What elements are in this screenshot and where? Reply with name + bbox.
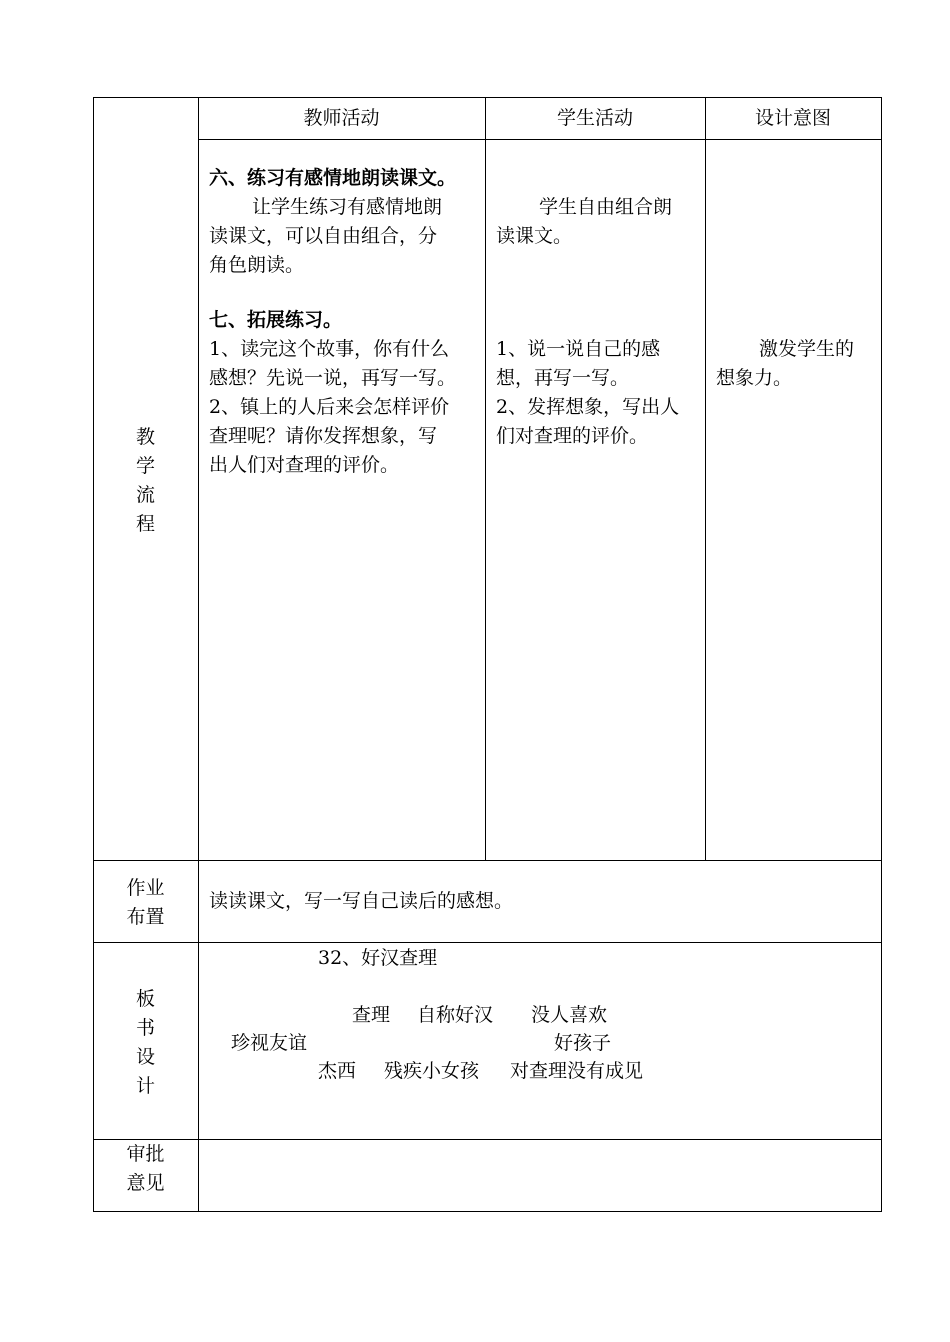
intent-text: 激发学生的 想象力。 xyxy=(716,338,855,389)
table-top-border xyxy=(93,97,882,98)
student-block-1: 学生自由组合朗 读课文。 xyxy=(496,196,673,247)
section6-body: 让学生练习有感情地朗 读课文，可以自由组合，分 角色朗读。 xyxy=(209,196,443,276)
teacher-student-divider xyxy=(485,97,486,861)
label-board-design: 板 书 设 计 xyxy=(135,988,155,1097)
table-bottom-border xyxy=(93,1211,882,1212)
label-homework: 作业 布置 xyxy=(126,877,165,928)
board-title: 32、好汉查理 xyxy=(318,947,438,969)
board-row-bottom-border xyxy=(93,1139,882,1140)
student-intent-divider xyxy=(705,97,706,861)
table-right-border xyxy=(881,97,882,1212)
label-approval: 审批 意见 xyxy=(126,1143,165,1194)
label-teaching-process: 教 学 流 程 xyxy=(135,426,155,535)
board-row2-good-child: 好孩子 xyxy=(554,1032,612,1054)
homework-text: 读读课文，写一写自己读后的感想。 xyxy=(209,890,514,912)
board-row3-jessie: 杰西 xyxy=(318,1060,357,1082)
student-block-2: 1、说一说自己的感 想，再写一写。 2、发挥想象，写出人 们对查理的评价。 xyxy=(496,338,680,447)
section7-title: 七、拓展练习。 xyxy=(209,309,343,331)
board-row1-chali: 查理 xyxy=(352,1004,391,1026)
process-row-bottom-border xyxy=(93,860,882,861)
header-row-divider xyxy=(198,139,882,140)
board-row2-friendship: 珍视友谊 xyxy=(231,1032,308,1054)
header-design-intent: 设计意图 xyxy=(754,107,831,129)
section6-title: 六、练习有感情地朗读课文。 xyxy=(209,167,457,189)
section7-body: 1、读完这个故事，你有什么 感想？先说一说，再写一写。 2、镇上的人后来会怎样评价 查理呢？请你发挥想象，写 出人们对查理的评价。 xyxy=(209,338,457,476)
board-row1-self-hero: 自称好汉 xyxy=(417,1004,494,1026)
homework-row-bottom-border xyxy=(93,942,882,943)
board-row1-unliked: 没人喜欢 xyxy=(531,1004,608,1026)
board-row3-no-prejudice: 对查理没有成见 xyxy=(510,1060,644,1082)
board-row3-disabled-girl: 残疾小女孩 xyxy=(384,1060,480,1082)
header-student-activity: 学生活动 xyxy=(556,107,633,129)
label-column-divider xyxy=(198,97,199,1212)
header-teacher-activity: 教师活动 xyxy=(303,107,380,129)
